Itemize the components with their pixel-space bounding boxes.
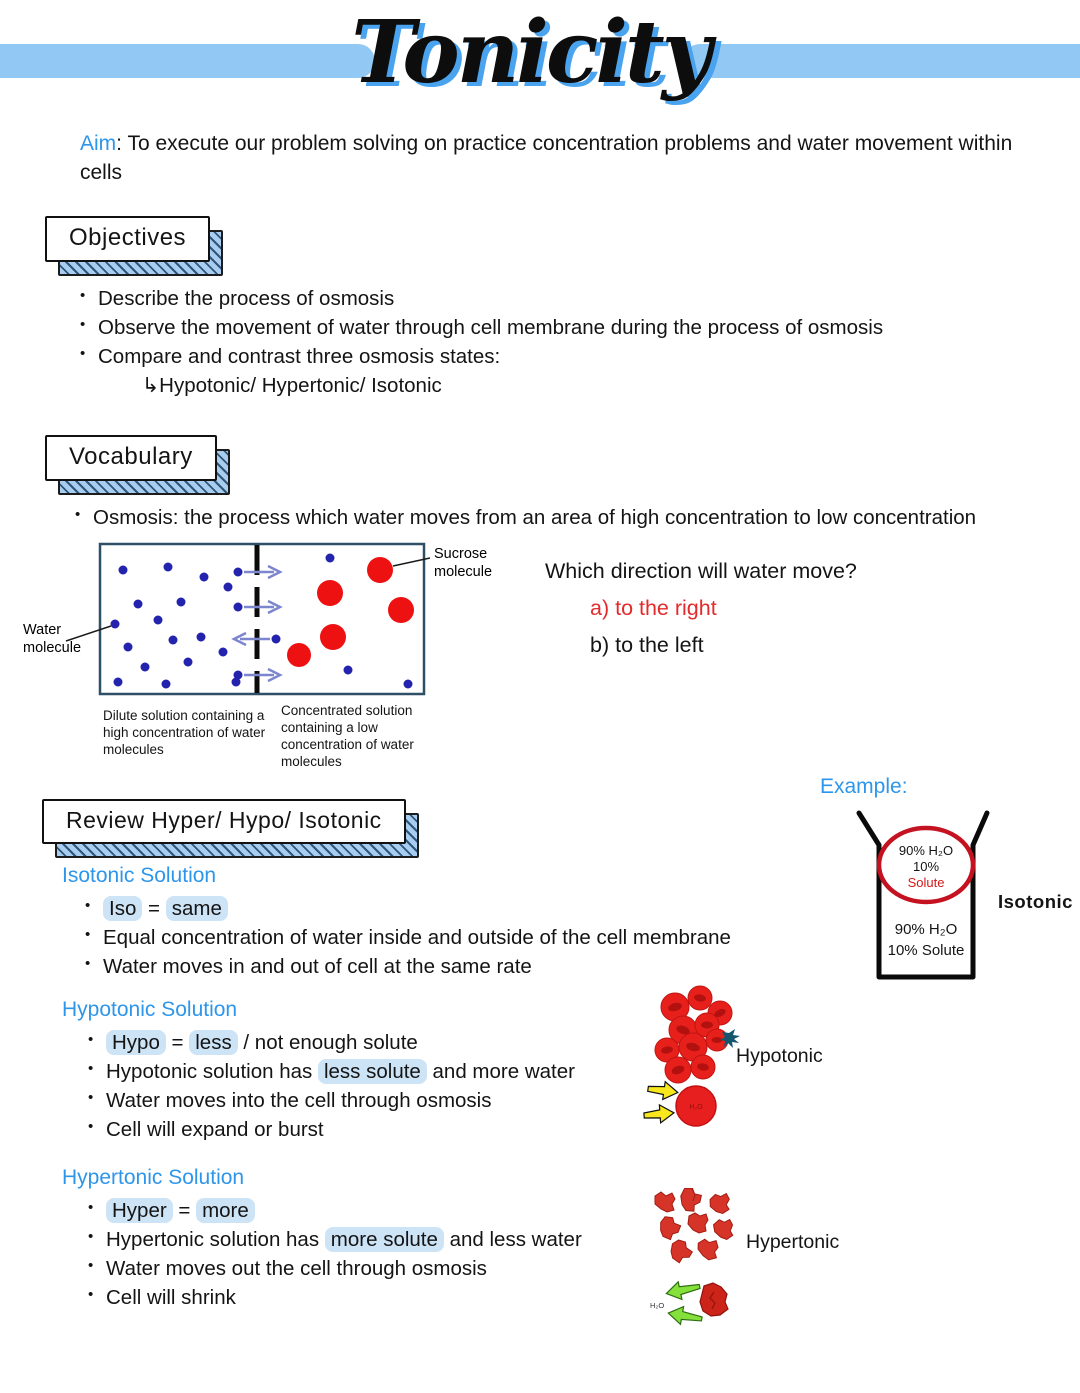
plain-text: and less water bbox=[443, 1228, 582, 1252]
sucrose-molecule-label: molecule bbox=[434, 564, 493, 580]
water-molecule-label: molecule bbox=[23, 640, 82, 656]
hypertonic-bullet bbox=[86, 1225, 726, 1254]
question-block bbox=[545, 556, 965, 660]
hypertonic-heading: Hypertonic Solution bbox=[62, 1166, 245, 1189]
dilute-solution-caption: Dilute solution containing a high concentration of water molecules bbox=[103, 708, 266, 757]
example-label: Example: bbox=[820, 775, 908, 798]
plain-text: and more water bbox=[426, 1060, 575, 1084]
objectives-list bbox=[78, 284, 1038, 400]
title-bar-right bbox=[683, 44, 1080, 78]
water-molecule-label: Water bbox=[23, 622, 62, 638]
objectives-header-box bbox=[45, 216, 210, 262]
objective-item: • Compare and contrast three osmosis states: bbox=[78, 342, 1038, 371]
beaker-graphic bbox=[853, 810, 993, 985]
beaker-water-text: 90% H₂O bbox=[894, 921, 958, 938]
vocabulary-header: Vocabulary bbox=[45, 435, 217, 481]
plain-text: Hypertonic solution has bbox=[106, 1228, 325, 1252]
review-header: Review Hyper/ Hypo/ Isotonic bbox=[42, 799, 406, 844]
hypotonic-bullet bbox=[86, 1057, 726, 1086]
hypotonic-list bbox=[86, 1028, 726, 1144]
sucrose-molecule-label: Sucrose bbox=[434, 546, 488, 562]
aim-label: Aim bbox=[80, 132, 117, 155]
isotonic-tag: Isotonic bbox=[998, 891, 1073, 912]
highlighted-term: Hyper bbox=[106, 1198, 173, 1223]
plain-text: = bbox=[165, 1031, 190, 1054]
cell-water-text: 90% H₂O bbox=[898, 843, 954, 858]
highlighted-term: Hypo bbox=[106, 1030, 166, 1055]
objective-sub-item: ↳Hypotonic/ Hypertonic/ Isotonic bbox=[142, 374, 442, 398]
osmosis-definition: • Osmosis: the process which water moves from an area of high concentration to low concentration bbox=[73, 503, 1073, 532]
question-option-a: a) to the right bbox=[590, 596, 717, 621]
isotonic-bullet bbox=[83, 894, 843, 923]
highlighted-term: less bbox=[189, 1030, 237, 1055]
hypotonic-bullet bbox=[86, 1028, 726, 1057]
hypotonic-cells-label: Hypotonic bbox=[736, 1045, 823, 1067]
crenated-cells bbox=[655, 1188, 736, 1266]
aim-text bbox=[80, 130, 1025, 188]
isotonic-bullet: • Water moves in and out of cell at the same rate bbox=[83, 952, 843, 981]
vocabulary-list bbox=[73, 503, 1073, 532]
question-prompt: Which direction will water move? bbox=[545, 559, 857, 583]
highlighted-term: more solute bbox=[325, 1227, 444, 1252]
hypotonic-bullet: • Water moves into the cell through osmosis bbox=[86, 1086, 726, 1115]
red-blood-cells-hypertonic-icon bbox=[645, 1188, 745, 1278]
shrunken-cell bbox=[700, 1283, 728, 1316]
red-blood-cells-hypotonic-icon bbox=[645, 985, 745, 1090]
osmosis-diagram bbox=[18, 542, 540, 774]
hypertonic-bullet: • Water moves out the cell through osmosis bbox=[86, 1254, 726, 1283]
page-title: Tonicity bbox=[351, 2, 709, 103]
highlighted-term: more bbox=[196, 1198, 255, 1223]
h2o-label: H₂O bbox=[689, 1104, 703, 1111]
isotonic-list bbox=[83, 894, 843, 981]
hypertonic-bullet bbox=[86, 1196, 726, 1225]
question-option-b: b) to the left bbox=[590, 633, 704, 658]
highlighted-term: same bbox=[166, 896, 228, 921]
isotonic-heading: Isotonic Solution bbox=[62, 864, 217, 887]
cell-solute-pct-text: 10% bbox=[912, 859, 940, 874]
vocabulary-header-box bbox=[45, 435, 217, 481]
isotonic-bullet: • Equal concentration of water inside and outside of the cell membrane bbox=[83, 923, 843, 952]
hypotonic-cell-water-in-icon bbox=[640, 1080, 740, 1137]
hypertonic-cells-label: Hypertonic bbox=[746, 1231, 840, 1253]
concentrated-solution-caption: Concentrated solution containing a low concentration of water molecules bbox=[281, 703, 414, 769]
objectives-header: Objectives bbox=[45, 216, 210, 262]
plain-text: / not enough solute bbox=[237, 1031, 418, 1054]
highlighted-term: less solute bbox=[318, 1059, 427, 1084]
water-in-arrows bbox=[643, 1080, 679, 1124]
hypertonic-bullet: • Cell will shrink bbox=[86, 1283, 726, 1312]
hypotonic-heading: Hypotonic Solution bbox=[62, 998, 238, 1021]
highlighted-term: Iso bbox=[103, 896, 142, 921]
plain-text: Hypotonic solution has bbox=[106, 1060, 318, 1084]
water-out-arrows bbox=[665, 1280, 704, 1328]
plain-text: = bbox=[142, 897, 166, 920]
h2o-label: H₂O bbox=[650, 1301, 665, 1310]
hypotonic-bullet: • Cell will expand or burst bbox=[86, 1115, 726, 1144]
hypertonic-list bbox=[86, 1196, 726, 1312]
plain-text: = bbox=[172, 1199, 197, 1222]
hypertonic-cell-water-out-icon bbox=[648, 1280, 743, 1335]
cell-solute-text: Solute bbox=[907, 875, 945, 890]
objective-item: • Describe the process of osmosis bbox=[78, 284, 1038, 313]
beaker-illustration bbox=[853, 810, 993, 990]
aim-body: : To execute our problem solving on practice concentration problems and water movement within cells bbox=[80, 132, 1013, 184]
objective-item: • Observe the movement of water through cell membrane during the process of osmosis bbox=[78, 313, 1038, 342]
title-bar-left bbox=[0, 44, 375, 78]
rbc-cluster bbox=[655, 986, 740, 1083]
beaker-solute-text: 10% Solute bbox=[887, 942, 965, 959]
review-header-box bbox=[42, 799, 406, 844]
